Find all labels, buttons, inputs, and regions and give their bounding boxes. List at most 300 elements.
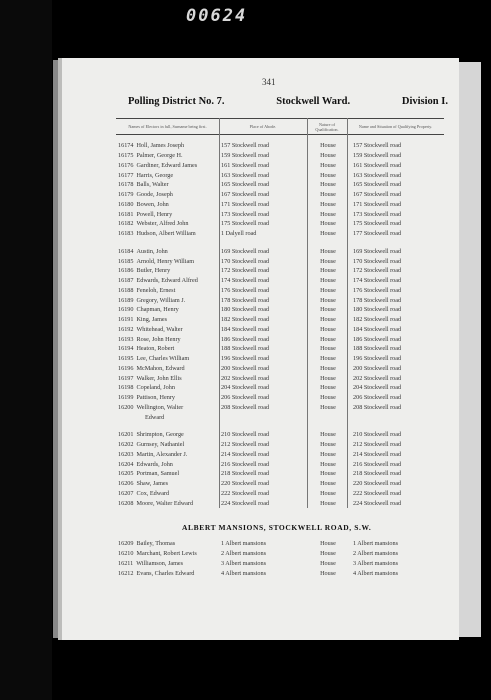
elector-name-cell bbox=[116, 336, 219, 343]
elector-number: 16187 bbox=[118, 277, 134, 285]
elector-number: 16190 bbox=[118, 306, 134, 314]
property-text: 167 Stockwell road bbox=[353, 191, 402, 199]
qualification-cell bbox=[307, 230, 347, 237]
property-text: 184 Stockwell road bbox=[353, 325, 402, 333]
qualification-cell bbox=[307, 162, 347, 169]
property-text: 216 Stockwell road bbox=[353, 460, 402, 468]
abode-text: 220 Stockwell road bbox=[221, 480, 270, 488]
abode-text: 178 Stockwell road bbox=[221, 296, 270, 304]
abode-cell bbox=[219, 230, 307, 237]
property-text: 170 Stockwell road bbox=[353, 257, 402, 265]
elector-name-cell bbox=[116, 267, 219, 274]
property-text: 210 Stockwell road bbox=[353, 431, 402, 439]
property-text: 172 Stockwell road bbox=[353, 267, 402, 275]
elector-name-text: Feneloh, Ernest bbox=[136, 286, 176, 294]
elector-number: 16177 bbox=[118, 171, 134, 179]
qualification-text: House bbox=[320, 345, 336, 353]
qualification-cell bbox=[307, 172, 347, 179]
elector-name-cell bbox=[116, 201, 219, 208]
elector-name-cell bbox=[116, 181, 219, 188]
property-text: 180 Stockwell road bbox=[353, 306, 402, 314]
qualification-cell bbox=[307, 431, 347, 438]
qualification-text: House bbox=[320, 441, 336, 449]
table-row bbox=[116, 383, 444, 393]
property-text: 175 Stockwell road bbox=[353, 220, 402, 228]
elector-name-cell bbox=[116, 490, 219, 497]
qualification-cell bbox=[307, 297, 347, 304]
elector-name-cell bbox=[116, 306, 219, 313]
qualification-text: House bbox=[320, 247, 336, 255]
section-title-albert-mansions: ALBERT MANSIONS, STOCKWELL ROAD, S.W. bbox=[182, 523, 372, 532]
qualification-cell bbox=[307, 441, 347, 448]
abode-text: 175 Stockwell road bbox=[221, 220, 270, 228]
qualification-cell bbox=[307, 152, 347, 159]
abode-text: 172 Stockwell road bbox=[221, 267, 270, 275]
property-text: 176 Stockwell road bbox=[353, 286, 402, 294]
table-row bbox=[116, 276, 444, 286]
property-cell bbox=[347, 470, 444, 477]
elector-number: 16200 bbox=[118, 403, 134, 411]
property-text: 214 Stockwell road bbox=[353, 450, 402, 458]
property-cell bbox=[347, 267, 444, 274]
table-row bbox=[116, 568, 444, 578]
property-cell bbox=[347, 326, 444, 333]
property-cell bbox=[347, 181, 444, 188]
table-row bbox=[116, 295, 444, 305]
qualification-cell bbox=[307, 316, 347, 323]
elector-name-cell bbox=[116, 277, 219, 284]
elector-name-cell bbox=[116, 172, 219, 179]
elector-name-text: Edwards, Edward Alfred bbox=[136, 277, 198, 285]
table-row bbox=[116, 440, 444, 450]
property-text: 220 Stockwell road bbox=[353, 480, 402, 488]
property-cell bbox=[347, 404, 444, 411]
elector-name-text: Pattison, Henry bbox=[136, 394, 175, 402]
abode-cell bbox=[219, 336, 307, 343]
qualification-text: House bbox=[320, 200, 336, 208]
elector-number: 16183 bbox=[118, 230, 134, 238]
elector-name-cell bbox=[116, 316, 219, 323]
qualification-cell bbox=[307, 181, 347, 188]
film-margin bbox=[0, 0, 52, 700]
elector-name-text: Holl, James Joseph bbox=[136, 142, 185, 150]
abode-text: 161 Stockwell road bbox=[221, 161, 270, 169]
abode-cell bbox=[219, 365, 307, 372]
elector-name-cell bbox=[116, 431, 219, 438]
property-cell bbox=[347, 461, 444, 468]
elector-name-text: Martin, Alexander J. bbox=[136, 450, 188, 458]
abode-cell bbox=[219, 277, 307, 284]
qualification-text: House bbox=[320, 540, 336, 548]
property-cell bbox=[347, 306, 444, 313]
qualification-cell bbox=[307, 306, 347, 313]
qualification-text: House bbox=[320, 450, 336, 458]
elector-name-cell bbox=[116, 326, 219, 333]
qualification-text: House bbox=[320, 316, 336, 324]
table-row bbox=[116, 344, 444, 354]
qualification-text: House bbox=[320, 161, 336, 169]
table-row bbox=[116, 256, 444, 266]
qualification-text: House bbox=[320, 403, 336, 411]
elector-name-cell bbox=[116, 142, 219, 149]
elector-name-text: McMahon, Edward bbox=[136, 364, 185, 372]
abode-cell bbox=[219, 211, 307, 218]
table-row bbox=[116, 286, 444, 296]
elector-name-cell bbox=[116, 441, 219, 448]
abode-text: 2 Albert mansions bbox=[221, 550, 267, 558]
property-cell bbox=[347, 570, 444, 577]
qualification-text: House bbox=[320, 355, 336, 363]
abode-text: 4 Albert mansions bbox=[221, 569, 267, 577]
elector-number: 16197 bbox=[118, 374, 134, 382]
abode-cell bbox=[219, 560, 307, 567]
table-row bbox=[116, 209, 444, 219]
property-text: 3 Albert mansions bbox=[353, 559, 399, 567]
abode-cell bbox=[219, 404, 307, 411]
elector-name-text: Wellington, Walter bbox=[136, 403, 184, 411]
qualification-text: House bbox=[320, 550, 336, 558]
property-cell bbox=[347, 211, 444, 218]
elector-number: 16199 bbox=[118, 394, 134, 402]
property-cell bbox=[347, 441, 444, 448]
abode-text: 184 Stockwell road bbox=[221, 325, 270, 333]
table-row bbox=[116, 498, 444, 508]
abode-cell bbox=[219, 375, 307, 382]
property-cell bbox=[347, 248, 444, 255]
abode-cell bbox=[219, 326, 307, 333]
property-cell bbox=[347, 230, 444, 237]
qualification-text: House bbox=[320, 384, 336, 392]
qualification-text: House bbox=[320, 569, 336, 577]
property-cell bbox=[347, 152, 444, 159]
elector-number: 16206 bbox=[118, 480, 134, 488]
abode-cell bbox=[219, 394, 307, 401]
column-header-name: Names of Electors in full, Surname being first. bbox=[128, 124, 207, 129]
elector-name-text: Hudson, Albert William bbox=[136, 230, 196, 238]
microfilm-frame-number: 00624 bbox=[186, 6, 248, 26]
qualification-text: House bbox=[320, 489, 336, 497]
elector-number: 16188 bbox=[118, 286, 134, 294]
page-heading bbox=[128, 96, 448, 107]
table-row bbox=[116, 180, 444, 190]
elector-name-text: Palmer, George H. bbox=[136, 152, 183, 160]
qualification-cell bbox=[307, 191, 347, 198]
property-cell bbox=[347, 345, 444, 352]
table-row bbox=[116, 479, 444, 489]
elector-number: 16181 bbox=[118, 210, 134, 218]
property-text: 208 Stockwell road bbox=[353, 403, 402, 411]
abode-text: 222 Stockwell road bbox=[221, 489, 270, 497]
elector-name-cell bbox=[116, 404, 219, 411]
qualification-text: House bbox=[320, 277, 336, 285]
abode-text: 224 Stockwell road bbox=[221, 499, 270, 507]
elector-name-text: Goode, Joseph bbox=[136, 191, 173, 199]
elector-name-cell bbox=[116, 230, 219, 237]
property-cell bbox=[347, 297, 444, 304]
table-row bbox=[116, 489, 444, 499]
abode-cell bbox=[219, 451, 307, 458]
elector-name-text: Gurnsey, Nathaniel bbox=[136, 441, 185, 449]
property-cell bbox=[347, 394, 444, 401]
table-row bbox=[116, 459, 444, 469]
elector-number: 16202 bbox=[118, 441, 134, 449]
qualification-cell bbox=[307, 355, 347, 362]
qualification-cell bbox=[307, 248, 347, 255]
qualification-text: House bbox=[320, 460, 336, 468]
table-row bbox=[116, 559, 444, 569]
table-row bbox=[116, 364, 444, 374]
property-cell bbox=[347, 451, 444, 458]
register-page bbox=[58, 58, 459, 640]
property-cell bbox=[347, 287, 444, 294]
abode-cell bbox=[219, 470, 307, 477]
abode-text: 202 Stockwell road bbox=[221, 374, 270, 382]
elector-name-text: Harris, George bbox=[136, 171, 174, 179]
elector-name-text: Bailey, Thomas bbox=[136, 540, 176, 548]
table-row bbox=[116, 469, 444, 479]
qualification-cell bbox=[307, 258, 347, 265]
abode-text: 167 Stockwell road bbox=[221, 191, 270, 199]
abode-text: 170 Stockwell road bbox=[221, 257, 270, 265]
elector-name-text: Powell, Henry bbox=[136, 210, 173, 218]
table-row bbox=[116, 266, 444, 276]
elector-number: 16184 bbox=[118, 247, 134, 255]
ward-name: Stockwell Ward. bbox=[276, 96, 351, 107]
qualification-text: House bbox=[320, 230, 336, 238]
abode-text: 206 Stockwell road bbox=[221, 394, 270, 402]
elector-name-text: Butler, Henry bbox=[136, 267, 171, 275]
property-cell bbox=[347, 191, 444, 198]
elector-group-1 bbox=[116, 141, 444, 239]
property-text: 200 Stockwell road bbox=[353, 364, 402, 372]
qualification-text: House bbox=[320, 470, 336, 478]
table-row bbox=[116, 334, 444, 344]
abode-text: 174 Stockwell road bbox=[221, 277, 270, 285]
elector-name-cell bbox=[116, 414, 219, 421]
abode-cell bbox=[219, 267, 307, 274]
table-row bbox=[116, 247, 444, 257]
column-header-property: Name and Situation of Qualifying Property. bbox=[358, 124, 433, 129]
elector-name-text: Evans, Charles Edward bbox=[136, 569, 195, 577]
elector-name-text: Cox, Edward bbox=[136, 489, 170, 497]
elector-name-text: Chapman, Henry bbox=[136, 306, 179, 314]
table-row bbox=[116, 141, 444, 151]
abode-text: 212 Stockwell road bbox=[221, 441, 270, 449]
property-text: 202 Stockwell road bbox=[353, 374, 402, 382]
elector-number: 16193 bbox=[118, 335, 134, 343]
elector-name-cell bbox=[116, 152, 219, 159]
elector-number: 16185 bbox=[118, 257, 134, 265]
abode-text: 165 Stockwell road bbox=[221, 181, 270, 189]
qualification-text: House bbox=[320, 374, 336, 382]
column-header-nature: Nature of Qualification. bbox=[315, 121, 339, 132]
elector-name-cell bbox=[116, 451, 219, 458]
property-cell bbox=[347, 540, 444, 547]
elector-number: 16198 bbox=[118, 384, 134, 392]
elector-number: 16189 bbox=[118, 296, 134, 304]
polling-district: Polling District No. 7. bbox=[128, 96, 225, 107]
elector-name-text: Shrimpton, George bbox=[136, 431, 184, 439]
property-cell bbox=[347, 258, 444, 265]
qualification-text: House bbox=[320, 220, 336, 228]
qualification-cell bbox=[307, 336, 347, 343]
property-cell bbox=[347, 431, 444, 438]
qualification-cell bbox=[307, 201, 347, 208]
abode-cell bbox=[219, 384, 307, 391]
abode-text: 204 Stockwell road bbox=[221, 384, 270, 392]
abode-cell bbox=[219, 441, 307, 448]
elector-number: 16208 bbox=[118, 499, 134, 507]
property-text: 1 Albert mansions bbox=[353, 540, 399, 548]
elector-name-cell bbox=[116, 345, 219, 352]
abode-cell bbox=[219, 355, 307, 362]
property-text: 2 Albert mansions bbox=[353, 550, 399, 558]
electors-table bbox=[116, 118, 444, 508]
property-text: 4 Albert mansions bbox=[353, 569, 399, 577]
elector-name-text: Walker, John Ellis bbox=[136, 374, 182, 382]
abode-text: 1 Dalyell road bbox=[221, 230, 257, 238]
abode-text: 216 Stockwell road bbox=[221, 460, 270, 468]
elector-number: 16175 bbox=[118, 152, 134, 160]
abode-cell bbox=[219, 191, 307, 198]
abode-cell bbox=[219, 152, 307, 159]
property-text: 169 Stockwell road bbox=[353, 247, 402, 255]
qualification-text: House bbox=[320, 296, 336, 304]
abode-text: 200 Stockwell road bbox=[221, 364, 270, 372]
table-row bbox=[116, 315, 444, 325]
elector-name-text: Williamson, James bbox=[136, 559, 184, 567]
qualification-cell bbox=[307, 540, 347, 547]
property-text: 171 Stockwell road bbox=[353, 200, 402, 208]
elector-name-cell bbox=[116, 297, 219, 304]
abode-cell bbox=[219, 490, 307, 497]
property-text: 218 Stockwell road bbox=[353, 470, 402, 478]
elector-name-cell bbox=[116, 540, 219, 547]
qualification-cell bbox=[307, 480, 347, 487]
elector-name-cell bbox=[116, 365, 219, 372]
table-row bbox=[116, 200, 444, 210]
property-text: 163 Stockwell road bbox=[353, 171, 402, 179]
property-text: 159 Stockwell road bbox=[353, 152, 402, 160]
property-cell bbox=[347, 500, 444, 507]
qualification-cell bbox=[307, 570, 347, 577]
elector-name-text: Portman, Samuel bbox=[136, 470, 180, 478]
abode-text: 196 Stockwell road bbox=[221, 355, 270, 363]
property-text: 157 Stockwell road bbox=[353, 142, 402, 150]
qualification-text: House bbox=[320, 286, 336, 294]
qualification-cell bbox=[307, 277, 347, 284]
table-row bbox=[116, 549, 444, 559]
abode-text: 214 Stockwell road bbox=[221, 450, 270, 458]
abode-cell bbox=[219, 461, 307, 468]
elector-name-text: Webster, Alfred John bbox=[136, 220, 189, 228]
qualification-text: House bbox=[320, 480, 336, 488]
property-cell bbox=[347, 384, 444, 391]
elector-group-3 bbox=[116, 430, 444, 508]
abode-text: 182 Stockwell road bbox=[221, 316, 270, 324]
property-cell bbox=[347, 201, 444, 208]
table-header bbox=[116, 118, 444, 135]
qualification-cell bbox=[307, 404, 347, 411]
property-text: 204 Stockwell road bbox=[353, 384, 402, 392]
abode-cell bbox=[219, 287, 307, 294]
table-row bbox=[116, 450, 444, 460]
elector-name-cell bbox=[116, 355, 219, 362]
abode-cell bbox=[219, 500, 307, 507]
qualification-text: House bbox=[320, 364, 336, 372]
abode-cell bbox=[219, 201, 307, 208]
elector-name-text: King, James bbox=[136, 316, 168, 324]
abode-text: 157 Stockwell road bbox=[221, 142, 270, 150]
abode-text: 3 Albert mansions bbox=[221, 559, 267, 567]
qualification-cell bbox=[307, 500, 347, 507]
elector-name-cell bbox=[116, 248, 219, 255]
elector-number: 16191 bbox=[118, 316, 134, 324]
property-cell bbox=[347, 172, 444, 179]
property-text: 196 Stockwell road bbox=[353, 355, 402, 363]
elector-number: 16203 bbox=[118, 450, 134, 458]
qualification-cell bbox=[307, 394, 347, 401]
abode-text: 171 Stockwell road bbox=[221, 200, 270, 208]
abode-cell bbox=[219, 248, 307, 255]
elector-number: 16179 bbox=[118, 191, 134, 199]
abode-cell bbox=[219, 306, 307, 313]
table-row bbox=[116, 305, 444, 315]
elector-name-cell bbox=[116, 220, 219, 227]
qualification-text: House bbox=[320, 171, 336, 179]
elector-name-cell bbox=[116, 258, 219, 265]
qualification-text: House bbox=[320, 559, 336, 567]
abode-cell bbox=[219, 316, 307, 323]
abode-text: 163 Stockwell road bbox=[221, 171, 270, 179]
elector-name-cell bbox=[116, 375, 219, 382]
elector-name-cell bbox=[116, 560, 219, 567]
elector-name-text: Copeland, John bbox=[136, 384, 175, 392]
property-cell bbox=[347, 375, 444, 382]
elector-name-cell bbox=[116, 211, 219, 218]
qualification-cell bbox=[307, 220, 347, 227]
table-row bbox=[116, 373, 444, 383]
property-cell bbox=[347, 490, 444, 497]
elector-name-cell bbox=[116, 191, 219, 198]
abode-cell bbox=[219, 258, 307, 265]
adjacent-page-edge bbox=[459, 62, 481, 637]
elector-number: 16174 bbox=[118, 142, 134, 150]
elector-name-text: Edward bbox=[145, 413, 165, 421]
qualification-text: House bbox=[320, 191, 336, 199]
property-text: 186 Stockwell road bbox=[353, 335, 402, 343]
elector-name-text: Edwards, John bbox=[136, 460, 173, 468]
elector-name-text: Arnold, Henry William bbox=[136, 257, 195, 265]
abode-cell bbox=[219, 142, 307, 149]
table-row bbox=[116, 403, 444, 413]
abode-cell bbox=[219, 550, 307, 557]
elector-name-text: Moore, Walter Edward bbox=[136, 499, 194, 507]
table-row bbox=[116, 393, 444, 403]
qualification-cell bbox=[307, 470, 347, 477]
qualification-cell bbox=[307, 560, 347, 567]
elector-number: 16204 bbox=[118, 460, 134, 468]
abode-text: 169 Stockwell road bbox=[221, 247, 270, 255]
elector-number: 16176 bbox=[118, 161, 134, 169]
table-row bbox=[116, 354, 444, 364]
abode-text: 188 Stockwell road bbox=[221, 345, 270, 353]
elector-name-cell bbox=[116, 470, 219, 477]
qualification-cell bbox=[307, 384, 347, 391]
qualification-cell bbox=[307, 365, 347, 372]
qualification-text: House bbox=[320, 306, 336, 314]
qualification-cell bbox=[307, 461, 347, 468]
